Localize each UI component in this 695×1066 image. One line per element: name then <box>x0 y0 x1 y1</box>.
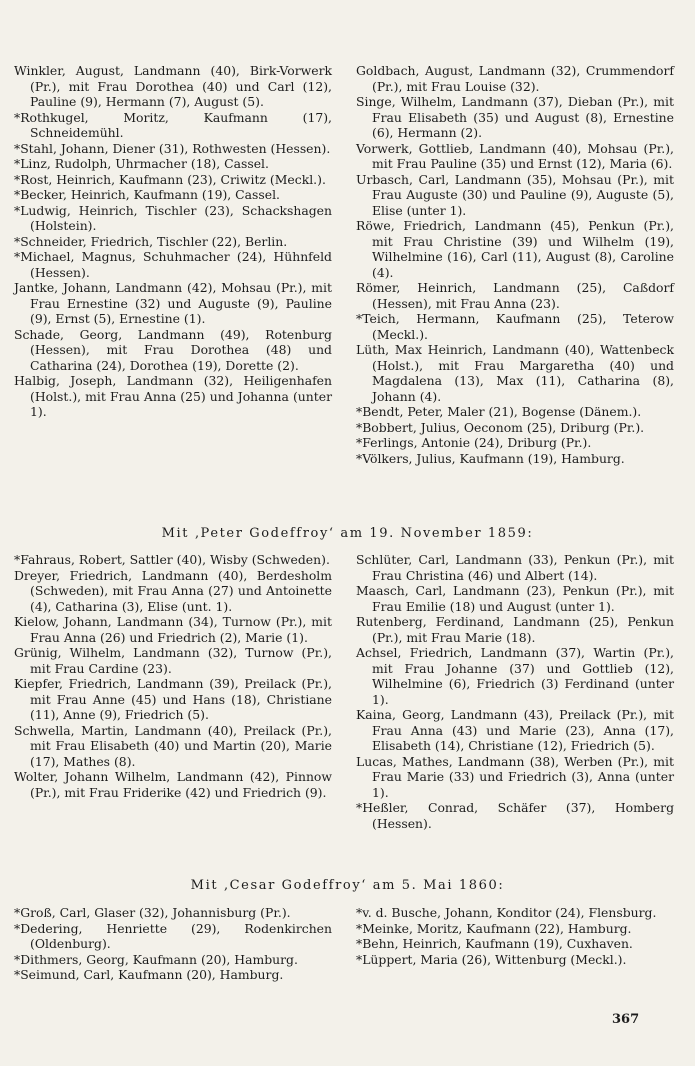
list-entry: Römer, Heinrich, Landmann (25), Caßdorf (Hessen), mit Frau Anna (23). <box>356 280 674 311</box>
list-entry: Lucas, Mathes, Landmann (38), Werben (Pr.), mit Frau Marie (33) und Friedrich (3), Anna (unter 1). <box>356 753 674 800</box>
list-entry: *Rost, Heinrich, Kaufmann (23), Criwitz (Meckl.). <box>14 171 326 187</box>
list-entry: Maasch, Carl, Landmann (23), Penkun (Pr.), mit Frau Emilie (18) und August (unter 1). <box>356 583 674 614</box>
right-column <box>356 63 674 466</box>
list-entry: *Heßler, Conrad, Schäfer (37), Homberg (Hessen). <box>356 800 674 831</box>
list-entry: Röwe, Friedrich, Landmann (45), Penkun (Pr.), mit Frau Christine (39) und Wilhelm (19), Wilhelmine (16), Carl (11), August (8), Caroline (4). <box>356 218 674 280</box>
page-number: 367 <box>612 1012 640 1027</box>
passenger-list-section-3 <box>14 905 674 983</box>
list-entry: Goldbach, August, Landmann (32), Crummendorf (Pr.), mit Frau Louise (32). <box>356 63 674 94</box>
left-column <box>14 905 332 983</box>
ship-heading-cesar-godeffroy: Mit ‚Cesar Godeffroy‘ am 5. Mai 1860: <box>190 878 505 893</box>
list-entry: Schade, Georg, Landmann (49), Rotenburg (Hessen), mit Frau Dorothea (48) und Catharina (24), Dorothea (19), Dorette (2). <box>14 326 332 373</box>
list-entry: *Behn, Heinrich, Kaufmann (19), Cuxhaven. <box>356 936 633 951</box>
list-entry: Urbasch, Carl, Landmann (35), Mohsau (Pr.), mit Frau Auguste (30) und Pauline (9), Auguste (5), Elise (unter 1). <box>356 171 674 218</box>
list-entry: Kielow, Johann, Landmann (34), Turnow (Pr.), mit Frau Anna (26) und Friedrich (2), Marie (1). <box>14 614 332 645</box>
list-entry: *Stahl, Johann, Diener (31), Rothwesten (Hessen). <box>14 140 331 156</box>
list-entry: *Rothkugel, Moritz, Kaufmann (17), Schneidemühl. <box>14 109 332 140</box>
list-entry: *Becker, Heinrich, Kaufmann (19), Cassel. <box>14 187 280 202</box>
list-entry: Schlüter, Carl, Landmann (33), Penkun (Pr.), mit Frau Christina (46) und Albert (14). <box>356 552 674 583</box>
right-column <box>356 552 674 831</box>
list-entry: *Fahraus, Robert, Sattler (40), Wisby (Schweden). <box>14 552 330 567</box>
list-entry: *Ferlings, Antonie (24), Driburg (Pr.). <box>356 435 592 450</box>
left-column <box>14 552 332 831</box>
list-entry: *Michael, Magnus, Schuhmacher (24), Hühnfeld (Hessen). <box>14 249 332 280</box>
list-entry: *v. d. Busche, Johann, Konditor (24), Flensburg. <box>356 905 657 920</box>
list-entry: *Dedering, Henriette (29), Rodenkirchen (Oldenburg). <box>14 920 332 951</box>
list-entry: *Bobbert, Julius, Oeconom (25), Driburg (Pr.). <box>356 419 645 435</box>
list-entry: Winkler, August, Landmann (40), Birk-Vorwerk (Pr.), mit Frau Dorothea (40) und Carl (12), Pauline (9), Hermann (7), August (5). <box>14 63 332 109</box>
list-entry: Schwella, Martin, Landmann (40), Preilack (Pr.), mit Frau Elisabeth (40) und Martin (20), Marie (17), Mathes (8). <box>14 722 332 769</box>
list-entry: Achsel, Friedrich, Landmann (37), Wartin (Pr.), mit Frau Johanne (37) und Gottlieb (12), Wilhelmine (6), Friedrich (3) Ferdinand (unter 1). <box>356 645 674 707</box>
list-entry: Jantke, Johann, Landmann (42), Mohsau (Pr.), mit Frau Ernestine (32) und Auguste (9), Pauline (9), Ernst (5), Ernestine (1). <box>14 280 332 326</box>
list-entry: *Teich, Hermann, Kaufmann (25), Teterow (Meckl.). <box>356 311 674 342</box>
list-entry: Kaina, Georg, Landmann (43), Preilack (Pr.), mit Frau Anna (43) und Marie (23), Anna (17), Elisabeth (14), Christiane (12), Friedrich (5). <box>356 707 674 753</box>
passenger-list-section-2 <box>14 552 674 831</box>
right-column <box>356 905 674 983</box>
list-entry: *Meinke, Moritz, Kaufmann (22), Hamburg. <box>356 920 632 936</box>
list-entry: *Völkers, Julius, Kaufmann (19), Hamburg. <box>356 450 625 466</box>
list-entry: Vorwerk, Gottlieb, Landmann (40), Mohsau (Pr.), mit Frau Pauline (35) und Ernst (12), Maria (6). <box>356 140 674 171</box>
list-entry: *Schneider, Friedrich, Tischler (22), Berlin. <box>14 233 288 249</box>
list-entry: *Seimund, Carl, Kaufmann (20), Hamburg. <box>14 967 284 982</box>
list-entry: Halbig, Joseph, Landmann (32), Heiligenhafen (Holst.), mit Frau Anna (25) und Johanna (unter 1). <box>14 373 332 419</box>
passenger-list-section-1 <box>14 63 674 466</box>
list-entry: Grünig, Wilhelm, Landmann (32), Turnow (Pr.), mit Frau Cardine (23). <box>14 645 332 676</box>
list-entry: Dreyer, Friedrich, Landmann (40), Berdesholm (Schweden), mit Frau Anna (27) und Antoinette (4), Catharina (3), Elise (unt. 1). <box>14 567 332 614</box>
list-entry: Singe, Wilhelm, Landmann (37), Dieban (Pr.), mit Frau Elisabeth (35) und August (8), Ernestine (6), Hermann (2). <box>356 94 674 140</box>
list-entry: *Linz, Rudolph, Uhrmacher (18), Cassel. <box>14 156 269 171</box>
list-entry: *Ludwig, Heinrich, Tischler (23), Schackshagen (Holstein). <box>14 202 332 233</box>
list-entry: *Bendt, Peter, Maler (21), Bogense (Dänem.). <box>356 404 642 419</box>
list-entry: *Groß, Carl, Glaser (32), Johannisburg (Pr.). <box>14 905 291 920</box>
list-entry: *Lüppert, Maria (26), Wittenburg (Meckl.). <box>356 951 627 967</box>
list-entry: *Dithmers, Georg, Kaufmann (20), Hamburg. <box>14 951 298 967</box>
ship-heading-peter-godeffroy: Mit ‚Peter Godeffroy‘ am 19. November 1859: <box>161 526 534 541</box>
list-entry: Wolter, Johann Wilhelm, Landmann (42), Pinnow (Pr.), mit Frau Friderike (42) und Friedrich (9). <box>14 769 332 800</box>
list-entry: Rutenberg, Ferdinand, Landmann (25), Penkun (Pr.), mit Frau Marie (18). <box>356 614 674 645</box>
list-entry: Lüth, Max Heinrich, Landmann (40), Wattenbeck (Holst.), mit Frau Margaretha (40) und Magdalena (13), Max (11), Catharina (8), Johann (4). <box>356 342 674 404</box>
left-column <box>14 63 332 466</box>
list-entry: Kiepfer, Friedrich, Landmann (39), Preilack (Pr.), mit Frau Anne (45) und Hans (18), Christiane (11), Anne (9), Friedrich (5). <box>14 676 332 722</box>
